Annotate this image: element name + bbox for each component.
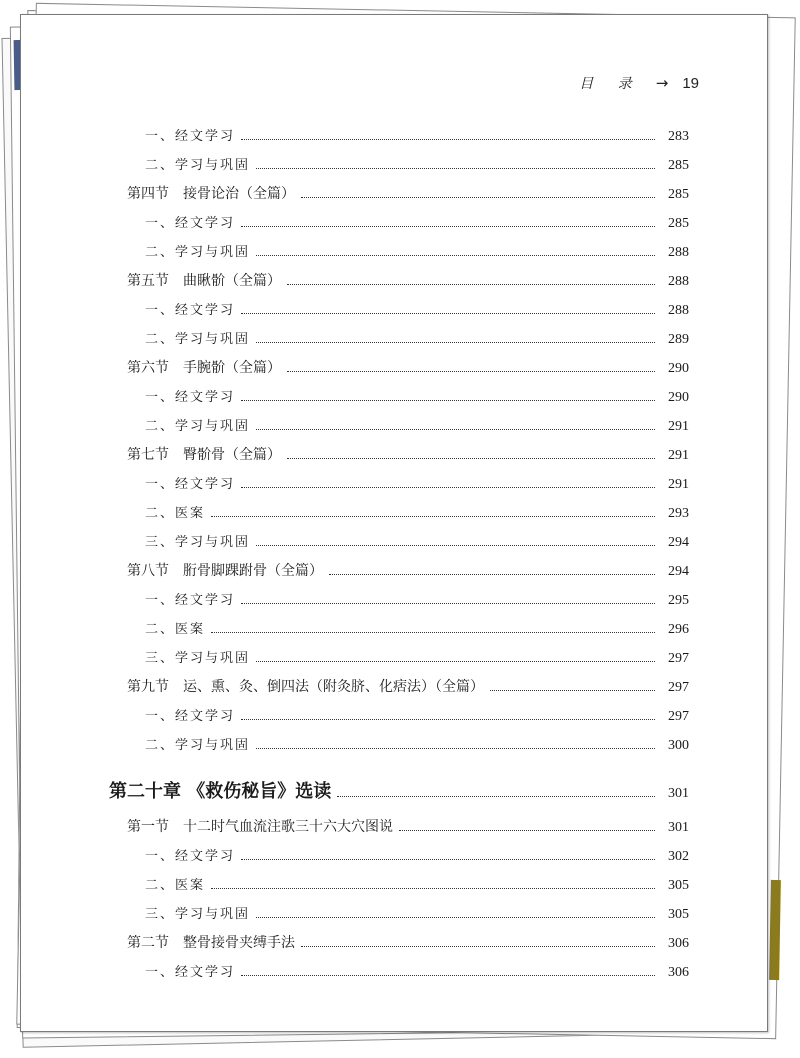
toc-entry-title: 一、经文学习 — [145, 593, 236, 608]
dot-leader — [287, 457, 655, 459]
toc-subsection[interactable] — [145, 328, 689, 352]
toc-entry-page: 285 — [668, 216, 689, 231]
toc-entry-title: 二、学习与巩固 — [145, 332, 251, 347]
toc-entry-title: 一、经文学习 — [145, 390, 236, 405]
toc-entry-page: 288 — [668, 274, 689, 289]
toc-subsection[interactable] — [145, 903, 689, 927]
toc-entry-title: 第七节 臀骱骨（全篇） — [127, 447, 281, 463]
toc-entry-title: 二、学习与巩固 — [145, 738, 251, 753]
toc-entry-page: 283 — [668, 129, 689, 144]
toc-entry-title: 二、医案 — [145, 622, 206, 637]
toc-subsection[interactable] — [145, 589, 689, 613]
toc-entry-title: 一、经文学习 — [145, 849, 236, 864]
toc-entry-page: 297 — [668, 680, 689, 695]
dot-leader — [241, 602, 655, 604]
dot-leader — [329, 573, 655, 575]
toc-section[interactable] — [127, 676, 689, 700]
toc-entry-title: 第五节 曲瞅骱（全篇） — [127, 273, 281, 289]
toc-section[interactable] — [127, 444, 689, 468]
toc-entry-title: 第八节 胻骨脚踝跗骨（全篇） — [127, 563, 323, 579]
toc-entry-title: 一、经文学习 — [145, 303, 236, 318]
toc-subsection[interactable] — [145, 705, 689, 729]
dot-leader — [241, 312, 655, 314]
dot-leader — [301, 945, 655, 947]
toc-entry-title: 三、学习与巩固 — [145, 651, 251, 666]
toc-subsection[interactable] — [145, 415, 689, 439]
toc-entry-page: 296 — [668, 622, 689, 637]
toc-section[interactable] — [127, 357, 689, 381]
toc-entry-title: 一、经文学习 — [145, 965, 236, 980]
toc-entry-title: 第二节 整骨接骨夹缚手法 — [127, 935, 295, 951]
toc-entry-page: 294 — [668, 535, 689, 550]
dot-leader — [241, 486, 655, 488]
toc-subsection[interactable] — [145, 961, 689, 985]
toc-subsection[interactable] — [145, 531, 689, 555]
toc-entry-title: 一、经文学习 — [145, 477, 236, 492]
toc-section[interactable] — [127, 816, 689, 840]
toc-entry-page: 305 — [668, 907, 689, 922]
dot-leader — [256, 544, 655, 546]
toc-entry-page: 302 — [668, 849, 689, 864]
dot-leader — [211, 515, 655, 517]
toc-entry-page: 301 — [668, 786, 689, 801]
toc-entry-page: 291 — [668, 419, 689, 434]
toc-subsection[interactable] — [145, 874, 689, 898]
toc-subsection[interactable] — [145, 241, 689, 265]
toc-entry-page: 306 — [668, 965, 689, 980]
toc-entry-page: 285 — [668, 187, 689, 202]
toc-entry-title: 第二十章 《救伤秘旨》选读 — [109, 781, 332, 802]
toc-entry-title: 三、学习与巩固 — [145, 535, 251, 550]
toc-entry-page: 290 — [668, 361, 689, 376]
dot-leader — [287, 370, 655, 372]
dot-leader — [241, 225, 655, 227]
toc-entry-title: 一、经文学习 — [145, 216, 236, 231]
dot-leader — [256, 428, 655, 430]
toc-subsection[interactable] — [145, 473, 689, 497]
toc-section[interactable] — [127, 183, 689, 207]
toc-entry-page: 291 — [668, 477, 689, 492]
toc-entry-page: 293 — [668, 506, 689, 521]
toc-section[interactable] — [127, 560, 689, 584]
toc-entry-page: 290 — [668, 390, 689, 405]
toc-subsection[interactable] — [145, 647, 689, 671]
toc-entry-page: 305 — [668, 878, 689, 893]
toc-page — [20, 14, 768, 1032]
dot-leader — [256, 916, 655, 918]
toc-subsection[interactable] — [145, 845, 689, 869]
toc-entry-title: 一、经文学习 — [145, 129, 236, 144]
toc-entry-title: 三、学习与巩固 — [145, 907, 251, 922]
arrow-right-icon: → — [655, 74, 669, 92]
dot-leader — [256, 747, 655, 749]
toc-subsection[interactable] — [145, 212, 689, 236]
toc-entry-title: 第四节 接骨论治（全篇） — [127, 186, 295, 202]
dot-leader — [241, 718, 655, 720]
toc-subsection[interactable] — [145, 386, 689, 410]
dot-leader — [241, 974, 655, 976]
toc-entry-page: 297 — [668, 709, 689, 724]
dot-leader — [287, 283, 655, 285]
toc-subsection[interactable] — [145, 154, 689, 178]
toc-entry-page: 295 — [668, 593, 689, 608]
toc-subsection[interactable] — [145, 125, 689, 149]
dot-leader — [211, 631, 655, 633]
toc-subsection[interactable] — [145, 502, 689, 526]
dot-leader — [211, 887, 655, 889]
toc-entry-title: 二、学习与巩固 — [145, 419, 251, 434]
toc-entry-title: 二、学习与巩固 — [145, 245, 251, 260]
toc-entry-page: 297 — [668, 651, 689, 666]
toc-entry-page: 289 — [668, 332, 689, 347]
book-cover-edge-right — [769, 880, 781, 980]
toc-section[interactable] — [127, 932, 689, 956]
toc-chapter[interactable] — [109, 777, 689, 801]
dot-leader — [256, 341, 655, 343]
toc-subsection[interactable] — [145, 734, 689, 758]
dot-leader — [256, 660, 655, 662]
toc-section[interactable] — [127, 270, 689, 294]
dot-leader — [256, 167, 655, 169]
toc-entry-page: 306 — [668, 936, 689, 951]
dot-leader — [301, 196, 655, 198]
dot-leader — [241, 138, 655, 140]
toc-entry-page: 288 — [668, 303, 689, 318]
dot-leader — [241, 399, 655, 401]
toc-entry-title: 二、医案 — [145, 878, 206, 893]
toc-entry-page: 285 — [668, 158, 689, 173]
toc-entry-title: 一、经文学习 — [145, 709, 236, 724]
dot-leader — [337, 795, 655, 797]
toc-entry-page: 288 — [668, 245, 689, 260]
toc-entry-page: 294 — [668, 564, 689, 579]
dot-leader — [490, 689, 655, 691]
toc-subsection[interactable] — [145, 618, 689, 642]
running-header — [579, 73, 699, 93]
header-title: 目 录 — [579, 76, 642, 92]
toc-entry-page: 301 — [668, 820, 689, 835]
dot-leader — [256, 254, 655, 256]
toc-subsection[interactable] — [145, 299, 689, 323]
toc-entry-title: 二、医案 — [145, 506, 206, 521]
toc-entry-page: 291 — [668, 448, 689, 463]
toc-entry-page: 300 — [668, 738, 689, 753]
toc-entry-title: 二、学习与巩固 — [145, 158, 251, 173]
dot-leader — [399, 829, 655, 831]
toc-entry-title: 第一节 十二时气血流注歌三十六大穴图说 — [127, 819, 393, 835]
toc-entry-title: 第六节 手腕骱（全篇） — [127, 360, 281, 376]
page-number: 19 — [682, 74, 699, 92]
toc-entry-title: 第九节 运、熏、灸、倒四法（附灸脐、化痞法）（全篇） — [127, 679, 484, 695]
dot-leader — [241, 858, 655, 860]
